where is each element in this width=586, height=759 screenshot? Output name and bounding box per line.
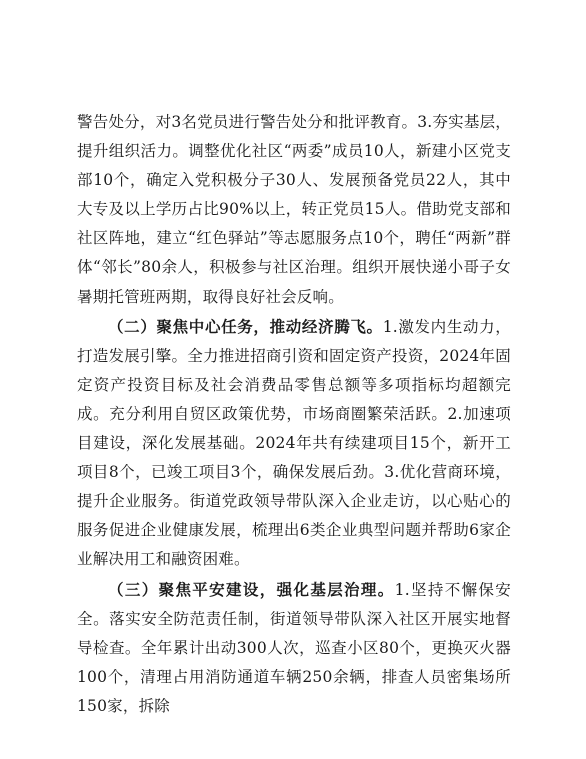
paragraph-1 bbox=[77, 108, 511, 312]
paragraph-3 bbox=[77, 575, 511, 721]
paragraph-1-text: 警告处分，对3名党员进行警告处分和批评教育。3.夯实基层，提升组织活力。调整优化社区“两委”成员10人，新建小区党支部10个，确定入党积极分子30人、发展预备党员22人，其中大专及以上学历占比90%以上，转正党员15人。借助党支部和社区阵地，建立“红色驿站”等志愿服务点10个，聘任“两新”群体“邻长”80余人，积极参与社区治理。组织开展快递小哥子女暑期托管班两期，取得良好社会反响。 bbox=[77, 113, 511, 306]
paragraph-2 bbox=[77, 312, 511, 575]
paragraph-2-heading: （二）聚焦中心任务，推动经济腾飞。 bbox=[108, 316, 383, 336]
paragraph-2-text: 1.激发内生动力，打造发展引擎。全力推进招商引资和固定资产投资，2024年固定资产投资目标及社会消费品零售总额等多项指标均超额完成。充分利用自贸区政策优势，市场商圈繁荣活跃。2.加速项目建设，深化发展基础。2024年共有续建项目15个，新开工项目8个，已竣工项目3个，确保发展后劲。3.优化营商环境，提升企业服务。街道党政领导带队深入企业走访，以心贴心的服务促进企业健康发展，梳理出6类企业典型问题并帮助6家企业解决用工和融资困难。 bbox=[77, 317, 512, 569]
paragraph-3-text: 1.坚持不懈保安全。落实安全防范责任制，街道领导带队深入社区开展实地督导检查。全年累计出动300人次，巡查小区80个，更换灭火器100个，清理占用消防通道车辆250余辆，排查人员密集场所150家，拆除 bbox=[77, 580, 511, 715]
document-body bbox=[77, 108, 511, 721]
paragraph-3-heading: （三）聚焦平安建设，强化基层治理。 bbox=[108, 579, 395, 599]
